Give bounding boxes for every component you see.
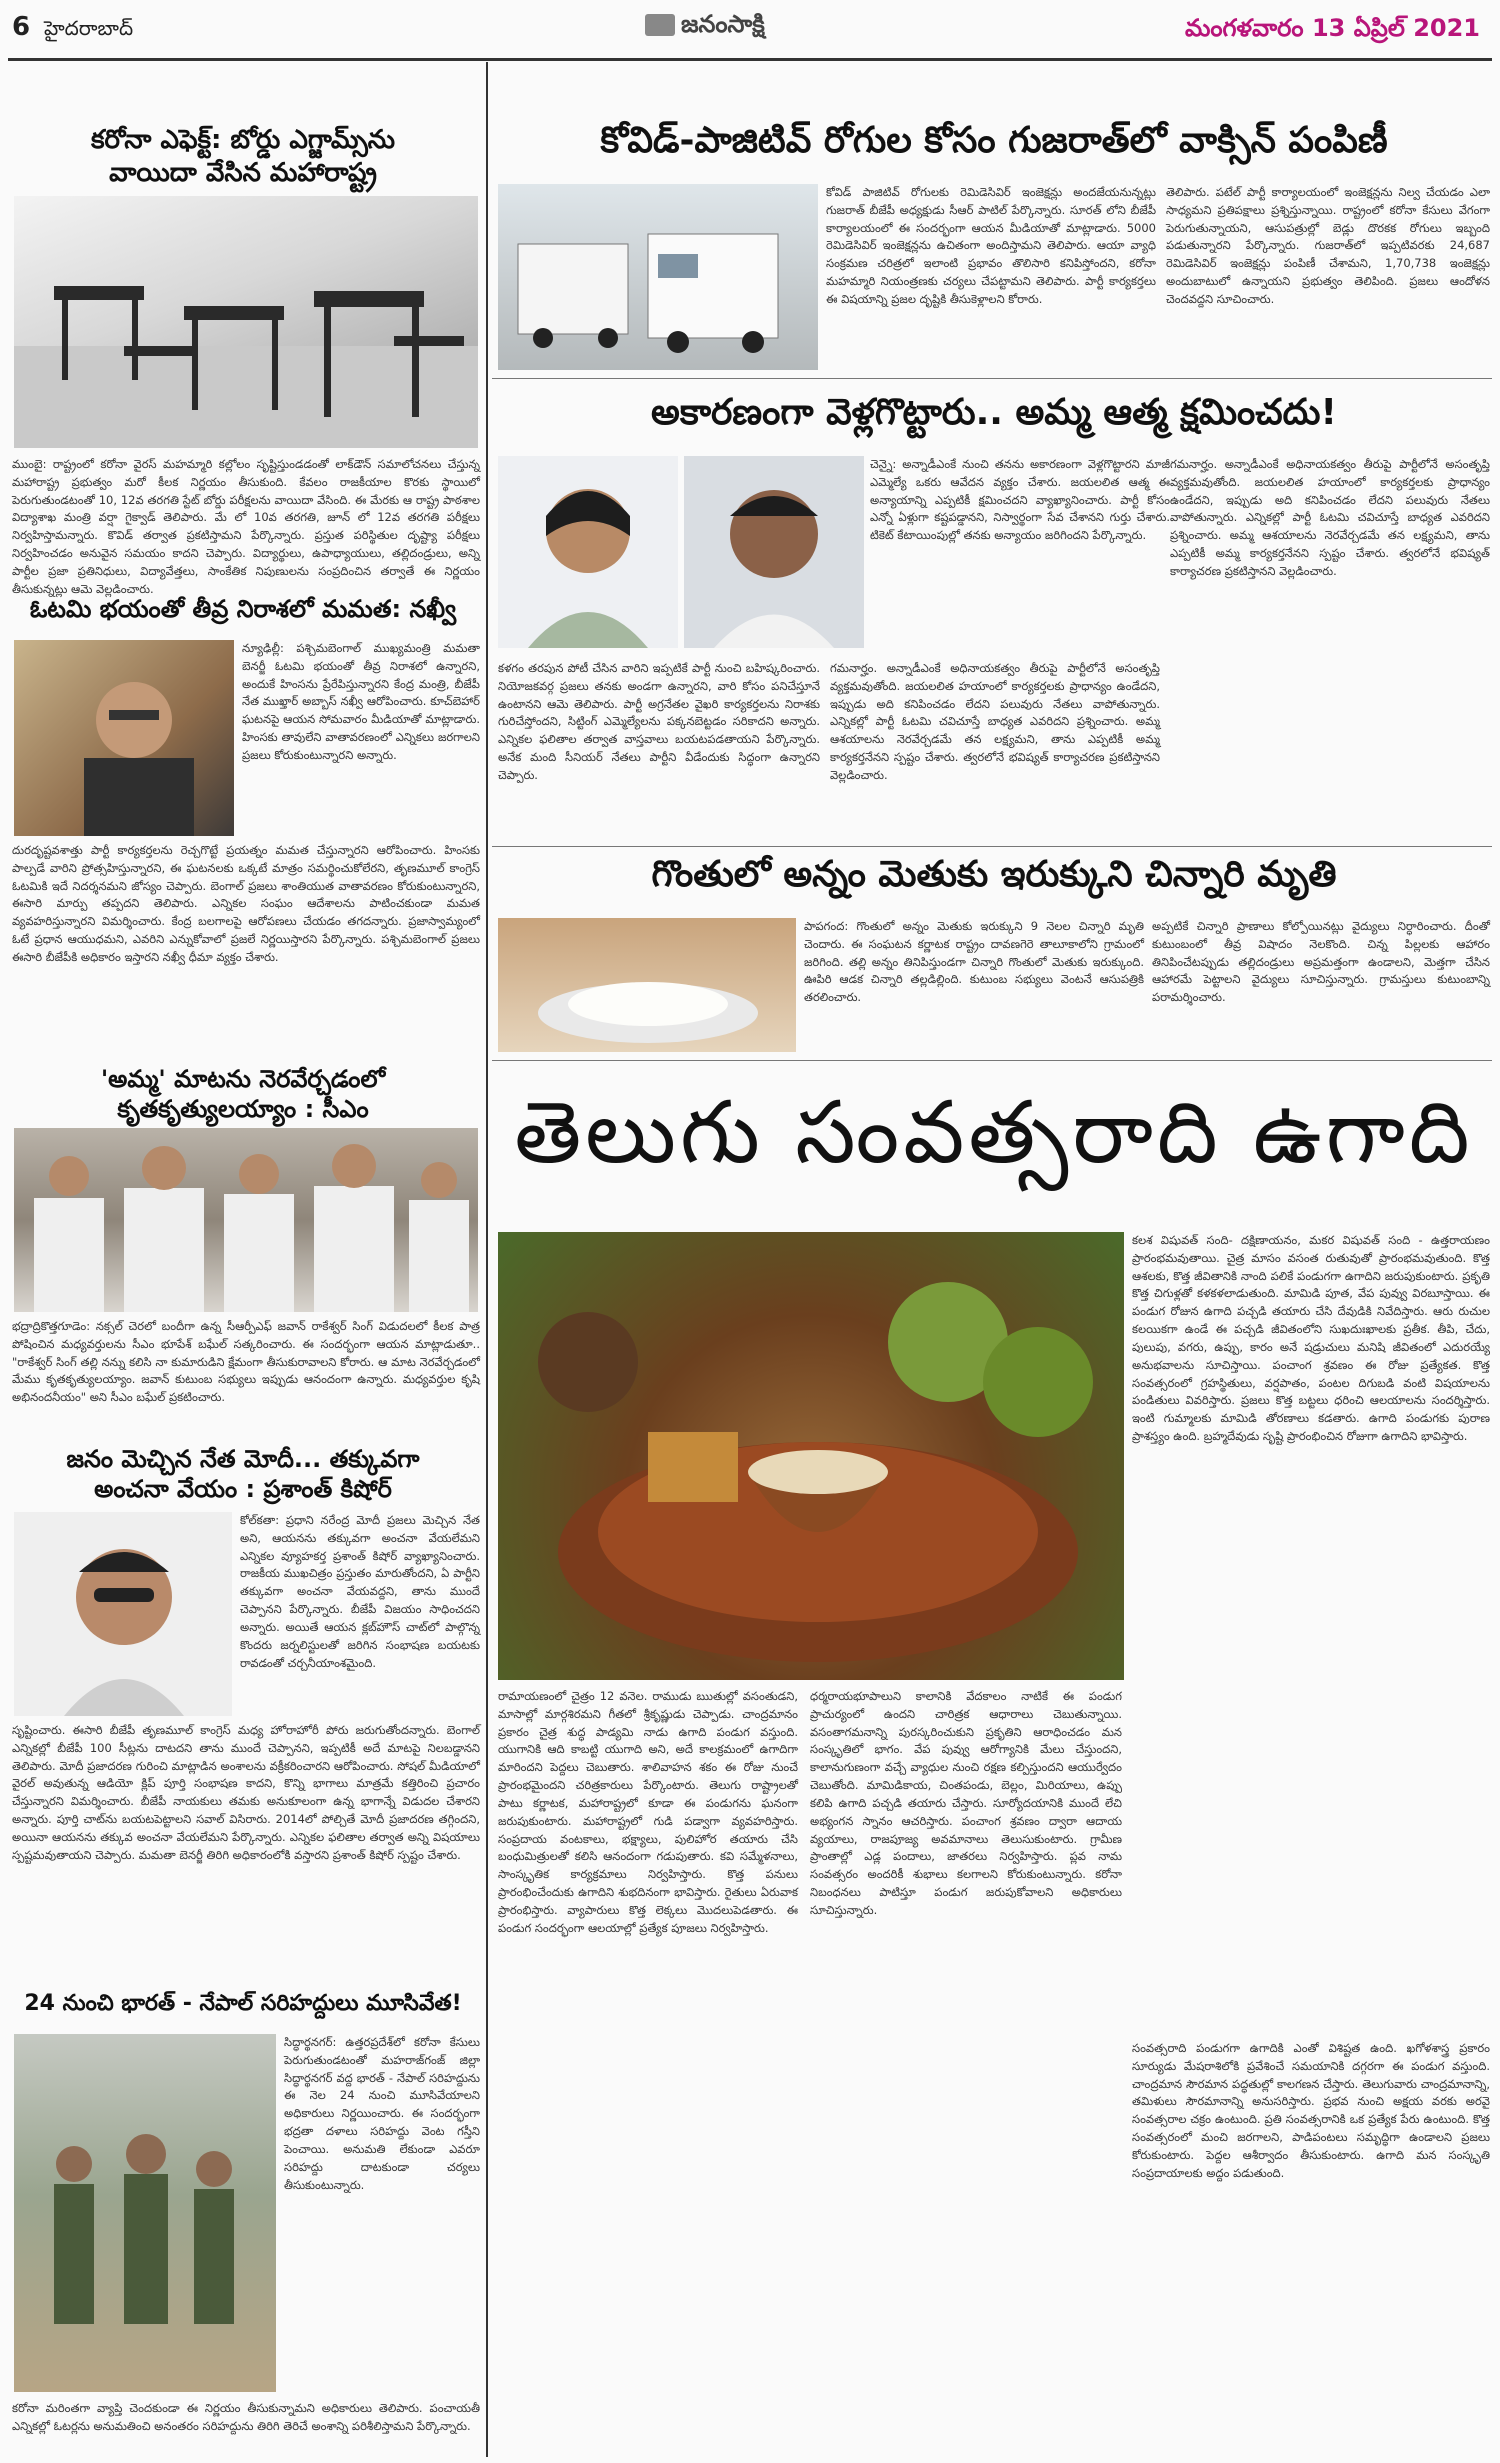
article-title: కరోనా ఎఫెక్ట్: బోర్డు ఎగ్జామ్స్‌ను వాయిదా వేసిన మహారాష్ట్ర	[90, 125, 396, 188]
article-body: సృష్టించారు. ఈసారి బీజేపీ తృణమూల్ కాంగ్రెస్ మధ్య హోరాహోరీ పోరు జరుగుతోందన్నారు. బెంగాల్ ఎన్నికల్లో బీజేపీ 100 సీట్లను దాటదని తాను ముందే చెప్పానని, ఇప్పటికీ అదే మాటపై నిలబడ్డానని తెలిపారు. మోదీ ప్రజాదరణ గురించి మాట్లాడిన అంశాలను వక్రీకరించారని ఆరోపించారు. సోషల్ మీడియాలో వైరల్ అవుతున్న ఆడియో క్లిప్ పూర్తి సంభాషణ కాదని, కొన్ని భాగాలు మాత్రమే కత్తిరించి ప్రచారం చేస్తున్నారని విమర్శించారు. బీజేపీ నాయకులు తమకు అనుకూలంగా ఉన్న భాగాన్నే విడుదల చేశారని అన్నారు. పూర్తి చాట్‌ను బయటపెట్టాలని సవాల్ విసిరారు. 2014లో పోల్చితే మోదీ ప్రజాదరణ తగ్గిందని, అయినా ఆయనను తక్కువ అంచనా వేయలేమని పేర్కొన్నారు. ఎన్నికల ఫలితాల తర్వాత అన్ని విషయాలు స్పష్టమవుతాయని చెప్పారు. మమతా బెనర్జీ తిరిగి అధికారంలోకి వస్తారని ప్రశాంత్ కిషోర్ స్పష్టం చేశారు.	[12, 1723, 480, 1862]
article-body: అప్పటికే చిన్నారి ప్రాణాలు కోల్పోయినట్లు వైద్యులు నిర్ధారించారు. దీంతో కుటుంబంలో తీవ్ర విషాదం నెలకొంది. చిన్న పిల్లలకు ఆహారం తినిపించేటప్పుడు తల్లిదండ్రులు అప్రమత్తంగా ఉండాలని, మెత్తగా చేసిన ఆహారమే పెట్టాలని వైద్యులు సూచిస్తున్నారు. గ్రామస్తులు కుటుంబాన్ని పరామర్శించారు.	[1152, 919, 1490, 1005]
ambulance-photo	[498, 184, 818, 370]
desks-illustration	[14, 196, 478, 448]
section-rule	[492, 378, 1492, 379]
article-body: చెన్నై: అన్నాడీఎంకే నుంచి తనను అకారణంగా వెళ్లగొట్టారని మాజీ ఎమ్మెల్యే ఒకరు ఆవేదన వ్యక్తం చేశారు. జయలలిత ఆత్మ ఈ అన్యాయాన్ని ఎప్పటికీ క్షమించదని వ్యాఖ్యానించారు. పార్టీ కోసం ఎన్నో ఏళ్లుగా కష్టపడ్డానని, నిస్వార్థంగా సేవ చేశానని గుర్తు చేశారు. టికెట్ కేటాయింపుల్లో తనకు అన్యాయం జరిగిందని పేర్కొన్నారు.	[870, 457, 1170, 543]
woman-leader-photo	[498, 456, 678, 648]
article-body: గమనార్హం. అన్నాడీఎంకే అధినాయకత్వం తీరుపై పార్టీలోనే అసంతృప్తి వ్యక్తమవుతోంది. జయలలిత హయాంలో కార్యకర్తలకు ప్రాధాన్యం ఉండేదని, ఇప్పుడు అది కనిపించడం లేదని పలువురు నేతలు వాపోతున్నారు. ఎన్నికల్లో పార్టీ ఓటమి చవిచూస్తే బాధ్యత ఎవరిదని ప్రశ్నించారు. అమ్మ ఆశయాలను నెరవేర్చడమే తన లక్ష్యమని, తాను ఎప్పటికీ అమ్మ కార్యకర్తనేనని స్పష్టం చేశారు. త్వరలోనే భవిష్యత్ కార్యాచరణ ప్రకటిస్తానని వెల్లడించారు.	[830, 661, 1160, 782]
rice-photo	[498, 918, 796, 1052]
article-body: న్యూఢిల్లీ: పశ్చిమబెంగాల్ ముఖ్యమంత్రి మమతా బెనర్జీ ఓటమి భయంతో తీవ్ర నిరాశలో ఉన్నారని, అందుకే హింసను ప్రేరేపిస్తున్నారని కేంద్ర మంత్రి, బీజేపీ నేత ముఖ్తార్ అబ్బాస్ నఖ్వీ ఆరోపించారు. కూచ్‌బెహార్ ఘటనపై ఆయన సోమవారం మీడియాతో మాట్లాడారు. హింసకు తావులేని వాతావరణంలో ఎన్నికలు జరగాలని ప్రజలు కోరుకుంటున్నారని అన్నారు.	[242, 641, 480, 762]
border-photo	[14, 2034, 276, 2392]
article-body: కోవిడ్ పాజిటివ్ రోగులకు రెమిడెసివిర్ ఇంజెక్షన్లు అందజేయనున్నట్లు గుజరాత్ బీజేపీ అధ్యక్షుడు సీఆర్ పాటిల్ పేర్కొన్నారు. సూరత్ లోని బీజేపీ కార్యాలయంలో ఈ సందర్భంగా ఆయన మీడియాతో మాట్లాడారు. 5000 రెమిడెసివిర్ ఇంజెక్షన్లను ఉచితంగా అందిస్తామని తెలిపారు. ఆయా వ్యాధి సంక్రమణ చరిత్రలో ఇలాంటి ప్రభావం తొలిసారి కనిపిస్తోందని, కరోనా మహమ్మారి నియంత్రణకు చర్యలు చేపట్టామని తెలిపారు. పార్టీ కార్యకర్తలు ఈ విషయాన్ని ప్రజల దృష్టికి తీసుకెళ్లాలని కోరారు.	[826, 185, 1156, 306]
article-body: ముంబై: రాష్ట్రంలో కరోనా వైరస్ మహమ్మారి కల్లోలం సృష్టిస్తుండడంతో లాక్‌డౌన్ సమాలోచనలు చేస్తున్న మహారాష్ట్ర ప్రభుత్వం మరో కీలక నిర్ణయం తీసుకుంది. కేవలం రాజకీయాల కొరకు స్థాయిలో పెరుగుతుండటంతో 10, 12వ తరగతి స్టేట్ బోర్డు పరీక్షలను వాయిదా వేసింది. ఈ మేరకు ఆ రాష్ట్ర పాఠశాల విద్యాశాఖ మంత్రి వర్షా గైక్వాడ్ తెలిపారు. మే లో 10వ తరగతి, జూన్ లో 12వ తరగతి పరీక్షలు నిర్వహిస్తామన్నారు. కొవిడ్ తర్వాత ప్రకటిస్తామని పేర్కొన్నారు. ప్రస్తుత పరిస్థితుల దృష్ట్యా పరీక్షలు నిర్వహించడం అనువైన సమయం కాదని చెప్పారు. విద్యార్థులు, ఉపాధ్యాయులు, తల్లిదండ్రులు, అన్ని పార్టీల ప్రజా ప్రతినిధులు, విద్యావేత్తలు, సాంకేతిక నిపుణులను సంప్రదించిన తర్వాతే ఈ నిర్ణయం తీసుకున్నట్లు ఆమె వెల్లడించారు.	[12, 457, 480, 596]
article-body: కలశ విషువత్ సంది- దక్షిణాయనం, మకర విషువత్ సంది - ఉత్తరాయణం ప్రారంభమవుతాయి. చైత్ర మాసం వసంత రుతువుతో ప్రారంభమవుతుంది. కొత్త ఆశలకు, కొత్త జీవితానికి నాంది పలికే పండుగగా ఉగాదిని జరుపుకుంటారు. ప్రకృతి కొత్త చిగుళ్లతో కళకళలాడుతుంది. మామిడి పూత, వేప పువ్వు విరబూస్తాయి. ఈ పండుగ రోజున ఉగాది పచ్చడి తయారు చేసి దేవుడికి నివేదిస్తారు. ఆరు రుచుల కలయికగా ఉండే ఈ పచ్చడి జీవితంలోని సుఖదుఃఖాలకు ప్రతీక. తీపి, చేదు, పులుపు, వగరు, ఉప్పు, కారం అనే షడ్రుచులు మనిషి జీవితంలో ఎదురయ్యే అనుభవాలను సూచిస్తాయి. పంచాంగ శ్రవణం ఈ రోజు ప్రత్యేకత. కొత్త సంవత్సరంలో గ్రహస్థితులు, వర్షపాతం, పంటల దిగుబడి వంటి విషయాలను పండితులు వివరిస్తారు. ప్రజలు కొత్త బట్టలు ధరించి ఆలయాలను సందర్శిస్తారు. ఇంటి గుమ్మాలకు మామిడి తోరణాలు కడతారు. ఉగాది పండుగకు పురాణ ప్రాశస్త్యం ఉంది. బ్రహ్మదేవుడు సృష్టి ప్రారంభించిన రోజుగా ఉగాదిని భావిస్తారు.	[1132, 1233, 1490, 1443]
logo-icon	[645, 14, 675, 36]
article-body: పాపగంద: గొంతులో అన్నం మెతుకు ఇరుక్కుని 9 నెలల చిన్నారి మృతి చెందారు. ఈ సంఘటన కర్ణాటక రాష్ట్రం దావణగెరె తాలూకాలోని గ్రామంలో జరిగింది. తల్లి అన్నం తినిపిస్తుండగా చిన్నారి గొంతులో మెతుకు ఇరుక్కుంది. ఊపిరి ఆడక చిన్నారి తల్లడిల్లింది. కుటుంబ సభ్యులు వెంటనే ఆసుపత్రికి తరలించారు.	[804, 919, 1144, 1005]
article-body: ధర్మరాయభూపాలుని కాలానికి వేదకాలం నాటికే ఈ పండుగ ప్రాచుర్యంలో ఉందని చారిత్రక ఆధారాలు చెబుతున్నాయి. వసంతాగమనాన్ని పురస్కరించుకుని ప్రకృతిని ఆరాధించడం మన సంస్కృతిలో భాగం. వేప పువ్వు ఆరోగ్యానికి మేలు చేస్తుందని, కాలానుగుణంగా వచ్చే వ్యాధుల నుంచి రక్షణ కల్పిస్తుందని ఆయుర్వేదం చెబుతోంది. మామిడికాయ, చింతపండు, బెల్లం, మిరియాలు, ఉప్పు కలిపి ఉగాది పచ్చడి తయారు చేస్తారు. సూర్యోదయానికి ముందే లేచి అభ్యంగన స్నానం ఆచరిస్తారు. పంచాంగ శ్రవణం ద్వారా ఆదాయ వ్యయాలు, రాజపూజ్య అవమానాలు తెలుసుకుంటారు. గ్రామీణ ప్రాంతాల్లో ఎడ్ల పందాలు, జాతరలు నిర్వహిస్తారు. ప్లవ నామ సంవత్సరం అందరికీ శుభాలు కలగాలని కోరుకుంటున్నారు. కరోనా నిబంధనలు పాటిస్తూ పండుగ జరుపుకోవాలని అధికారులు సూచిస్తున్నారు.	[810, 1689, 1122, 1917]
article-body: సంవత్సరాది పండుగగా ఉగాదికి ఎంతో విశిష్టత ఉంది. ఖగోళశాస్త్ర ప్రకారం సూర్యుడు మేషరాశిలోకి ప్రవేశించే సమయానికి దగ్గరగా ఈ పండుగ వస్తుంది. చాంద్రమాన సౌరమాన పద్ధతుల్లో కాలగణన చేస్తారు. తెలుగువారు చాంద్రమానాన్ని, తమిళులు సౌరమానాన్ని అనుసరిస్తారు. ప్రభవ నుంచి అక్షయ వరకు అరవై సంవత్సరాల చక్రం ఉంటుంది. ప్రతి సంవత్సరానికి ఒక ప్రత్యేక పేరు ఉంటుంది. కొత్త సంవత్సరంలో మంచి జరగాలని, పాడిపంటలు సమృద్ధిగా ఉండాలని ప్రజలు కోరుకుంటారు. పెద్దల ఆశీర్వాదం తీసుకుంటారు. ఉగాది మన సంస్కృతి సంప్రదాయాలకు అద్దం పడుతుంది.	[1132, 2041, 1490, 2180]
article-body: గమనార్హం. అన్నాడీఎంకే అధినాయకత్వం తీరుపై పార్టీలోనే అసంతృప్తి వ్యక్తమవుతోంది. జయలలిత హయాంలో కార్యకర్తలకు ప్రాధాన్యం ఉండేదని, ఇప్పుడు అది కనిపించడం లేదని పలువురు నేతలు వాపోతున్నారు. ఎన్నికల్లో పార్టీ ఓటమి చవిచూస్తే బాధ్యత ఎవరిదని ప్రశ్నించారు. అమ్మ ఆశయాలను నెరవేర్చడమే తన లక్ష్యమని, తాను ఎప్పటికీ అమ్మ కార్యకర్తనేనని స్పష్టం చేశారు. త్వరలోనే భవిష్యత్ కార్యాచరణ ప్రకటిస్తానని వెల్లడించారు.	[1170, 457, 1490, 578]
issue-date: మంగళవారం 13 ఏప్రిల్ 2021	[1185, 14, 1480, 42]
article-body: దురదృష్టవశాత్తు పార్టీ కార్యకర్తలను రెచ్చగొట్టే ప్రయత్నం మమత చేస్తున్నారని ఆరోపించారు. హింసకు పాల్పడే వారిని ప్రోత్సహిస్తున్నారని, ఈ ఘటనలకు ఒక్కటే మాత్రం సమర్థించుకోలేరని, తృణమూల్ కాంగ్రెస్ ఓటమికి ఇదే నిదర్శనమని జోస్యం చెప్పారు. బెంగాల్ ప్రజలు శాంతియుత వాతావరణం కోరుకుంటున్నారని, ఈసారి మార్పు తప్పదని తెలిపారు. ఎన్నికల సంఘం ఆదేశాలను పాటించకుండా మమత వ్యవహరిస్తున్నారని విమర్శించారు. కేంద్ర బలగాలపై ఆరోపణలు చేయడం తగదన్నారు. ప్రజాస్వామ్యంలో ఓటే ప్రధాన ఆయుధమని, ఎవరిని ఎన్నుకోవాలో ప్రజలే నిర్ణయిస్తారని పేర్కొన్నారు. పశ్చిమబెంగాల్ ప్రజలు ఈసారి బీజేపీకి అధికారం ఇస్తారని నఖ్వీ ధీమా వ్యక్తం చేశారు.	[12, 843, 480, 964]
ugadi-headline: తెలుగు సంవత్సరాది ఉగాది	[514, 1083, 1474, 1183]
article-title: 24 నుంచి భారత్ - నేపాల్ సరిహద్దులు మూసివేత!	[24, 1991, 462, 2016]
article-body: భద్రాద్రికొత్తగూడెం: నక్సల్ చెరలో బందీగా ఉన్న సీఆర్పీఎఫ్ జవాన్ రాకేశ్వర్ సింగ్ విడుదలలో కీలక పాత్ర పోషించిన మధ్యవర్తులను సీఎం భూపేశ్ బఘేల్ సత్కరించారు. ఈ సందర్భంగా ఆయన మాట్లాడుతూ.. "రాకేశ్వర్ సింగ్ తల్లి నన్ను కలిసి నా కుమారుడిని క్షేమంగా తీసుకురావాలని కోరారు. ఆ మాట నెరవేర్చడంలో మేము కృతకృత్యులయ్యాం. జవాన్ కుటుంబ సభ్యులు ఇప్పుడు ఆనందంగా ఉన్నారు. మధ్యవర్తుల కృషి అభినందనీయం" అని సీఎం బఘేల్ ప్రకటించారు.	[12, 1319, 480, 1405]
header-rule	[8, 58, 1492, 61]
article-body: కరోనా మరింతగా వ్యాప్తి చెందకుండా ఈ నిర్ణయం తీసుకున్నామని అధికారులు తెలిపారు. పంచాయతీ ఎన్నికల్లో ఓటర్లను అనుమతించి అనంతరం సరిహద్దును తిరిగి తెరిచే అంశాన్ని పరిశీలిస్తామని పేర్కొన్నారు.	[12, 2401, 480, 2433]
lead-headline: కోవిడ్-పాజిటివ్ రోగుల కోసం గుజరాత్‌లో వాక్సిన్ పంపిణీ	[600, 120, 1388, 161]
article-title: 'అమ్మ' మాటను నెరవేర్చడంలో కృతకృత్యులయ్యాం : సీఎం	[100, 1065, 386, 1123]
article-title: జనం మెచ్చిన నేత మోదీ... తక్కువగా అంచనా వేయం : ప్రశాంత్ కిషోర్	[66, 1445, 420, 1503]
page-number: 6	[12, 12, 31, 42]
classroom-photo	[14, 196, 478, 448]
section-rule	[492, 1060, 1492, 1061]
column-divider	[486, 62, 488, 2457]
article-body: తెలిపారు. పటేల్ పార్టీ కార్యాలయంలో ఇంజెక్షన్లను నిల్వ చేయడం ఎలా సాధ్యమని ప్రతిపక్షాలు ప్రశ్నిస్తున్నాయి. రాష్ట్రంలో కరోనా కేసులు వేగంగా పెరుగుతున్నాయని, ఆసుపత్రుల్లో బెడ్లు దొరకక రోగులు ఇబ్బంది పడుతున్నారని పేర్కొన్నారు. గుజరాత్‌లో ఇప్పటివరకు 24,687 రెమిడెసివిర్ ఇంజెక్షన్లు పంపిణీ చేశామని, 1,70,738 ఇంజెక్షన్లు అందుబాటులో ఉన్నాయని ప్రభుత్వం తెలిపింది. ప్రజలు ఆందోళన చెందవద్దని సూచించారు.	[1166, 185, 1490, 306]
man-leader-photo	[684, 456, 864, 648]
cm-group-photo	[14, 1128, 478, 1312]
lead-headline: అకారణంగా వెళ్లగొట్టారు.. అమ్మ ఆత్మ క్షమించదు!	[651, 392, 1337, 433]
paper-name: జనంసాక్షి	[681, 10, 765, 38]
article-body: సిద్ధార్థనగర్: ఉత్తరప్రదేశ్‌లో కరోనా కేసులు పెరుగుతుండటంతో మహరాజ్‌గంజ్ జిల్లా సిద్ధార్థనగర్ వద్ద భారత్ - నేపాల్ సరిహద్దును ఈ నెల 24 నుంచి మూసివేయాలని అధికారులు నిర్ణయించారు. ఈ సందర్భంగా భద్రతా దళాలు సరిహద్దు వెంట గస్తీని పెంచాయి. అనుమతి లేకుండా ఎవరూ సరిహద్దు దాటకుండా చర్యలు తీసుకుంటున్నారు.	[284, 2035, 480, 2192]
article-body: కళగం తరపున పోటీ చేసిన వారిని ఇప్పటికే పార్టీ నుంచి బహిష్కరించారు. నియోజకవర్గ ప్రజలు తనకు అండగా ఉన్నారని, వారి కోసం పనిచేస్తూనే ఉంటానని ఆమె తెలిపారు. పార్టీ అగ్రనేతల వైఖరి కార్యకర్తలను నిరాశకు గురిచేస్తోందని, సిట్టింగ్ ఎమ్మెల్యేలను పక్కనబెట్టడం సరికాదని అన్నారు. ఎన్నికల ఫలితాల తర్వాత వాస్తవాలు బయటపడతాయని పేర్కొన్నారు. అనేక మంది సీనియర్ నేతలు పార్టీని వీడేందుకు సిద్ధంగా ఉన్నారని చెప్పారు.	[498, 661, 820, 782]
ugadi-pachadi-photo	[498, 1232, 1124, 1680]
naqvi-photo	[14, 640, 234, 836]
prashant-kishor-photo	[14, 1512, 232, 1716]
article-body: కోల్‌కతా: ప్రధాని నరేంద్ర మోదీ ప్రజలు మెచ్చిన నేత అని, ఆయనను తక్కువగా అంచనా వేయలేమని ఎన్నికల వ్యూహకర్త ప్రశాంత్ కిషోర్ వ్యాఖ్యానించారు. రాజకీయ ముఖచిత్రం ప్రస్తుతం మారుతోందని, ఏ పార్టీని తక్కువగా అంచనా వేయవద్దని, తాను ముందే చెప్పానని పేర్కొన్నారు. బీజేపీ విజయం సాధించదని అన్నారు. అయితే ఆయన క్లబ్‌హౌస్ చాట్‌లో పాల్గొన్న కొందరు జర్నలిస్టులతో జరిగిన సంభాషణ బయటకు రావడంతో చర్చనీయాంశమైంది.	[240, 1513, 480, 1670]
city-label: హైదరాబాద్	[44, 16, 134, 40]
article-body: రామాయణంలో చైత్రం 12 వనెల. రాముడు ఋతుల్లో వసంతుడని, మాసాల్లో మార్గశిరమని గీతలో శ్రీకృష్ణుడు చెప్పాడు. చాంద్రమానం ప్రకారం చైత్ర శుద్ధ పాడ్యమి నాడు ఉగాది పండుగ వస్తుంది. యుగానికి ఆది కాబట్టి యుగాది అని, అదే కాలక్రమంలో ఉగాదిగా మారిందని పెద్దలు చెబుతారు. శాలివాహన శకం ఈ రోజు నుంచే ప్రారంభమైందని చరిత్రకారులు పేర్కొంటారు. తెలుగు రాష్ట్రాలతో పాటు కర్ణాటక, మహారాష్ట్రలో కూడా ఈ పండుగను ఘనంగా జరుపుకుంటారు. మహారాష్ట్రలో గుడి పడ్వాగా వ్యవహరిస్తారు. సంప్రదాయ వంటకాలు, భక్ష్యాలు, పులిహోర తయారు చేసి బంధుమిత్రులతో కలిసి ఆనందంగా గడుపుతారు. కవి సమ్మేళనాలు, సాంస్కృతిక కార్యక్రమాలు నిర్వహిస్తారు. కొత్త పనులు ప్రారంభించేందుకు ఉగాదిని శుభదినంగా భావిస్తారు. రైతులు ఏరువాక ప్రారంభిస్తారు. వ్యాపారులు కొత్త లెక్కలు మొదలుపెడతారు. ఈ పండుగ సందర్భంగా ఆలయాల్లో ప్రత్యేక పూజలు నిర్వహిస్తారు.	[498, 1689, 798, 1935]
section-rule	[492, 846, 1492, 847]
article-title: ఓటమి భయంతో తీవ్ర నిరాశలో మమత: నఖ్వీ	[29, 595, 457, 623]
lead-headline: గొంతులో అన్నం మెతుకు ఇరుక్కుని చిన్నారి మృతి	[651, 854, 1337, 895]
paper-logo	[645, 10, 765, 44]
